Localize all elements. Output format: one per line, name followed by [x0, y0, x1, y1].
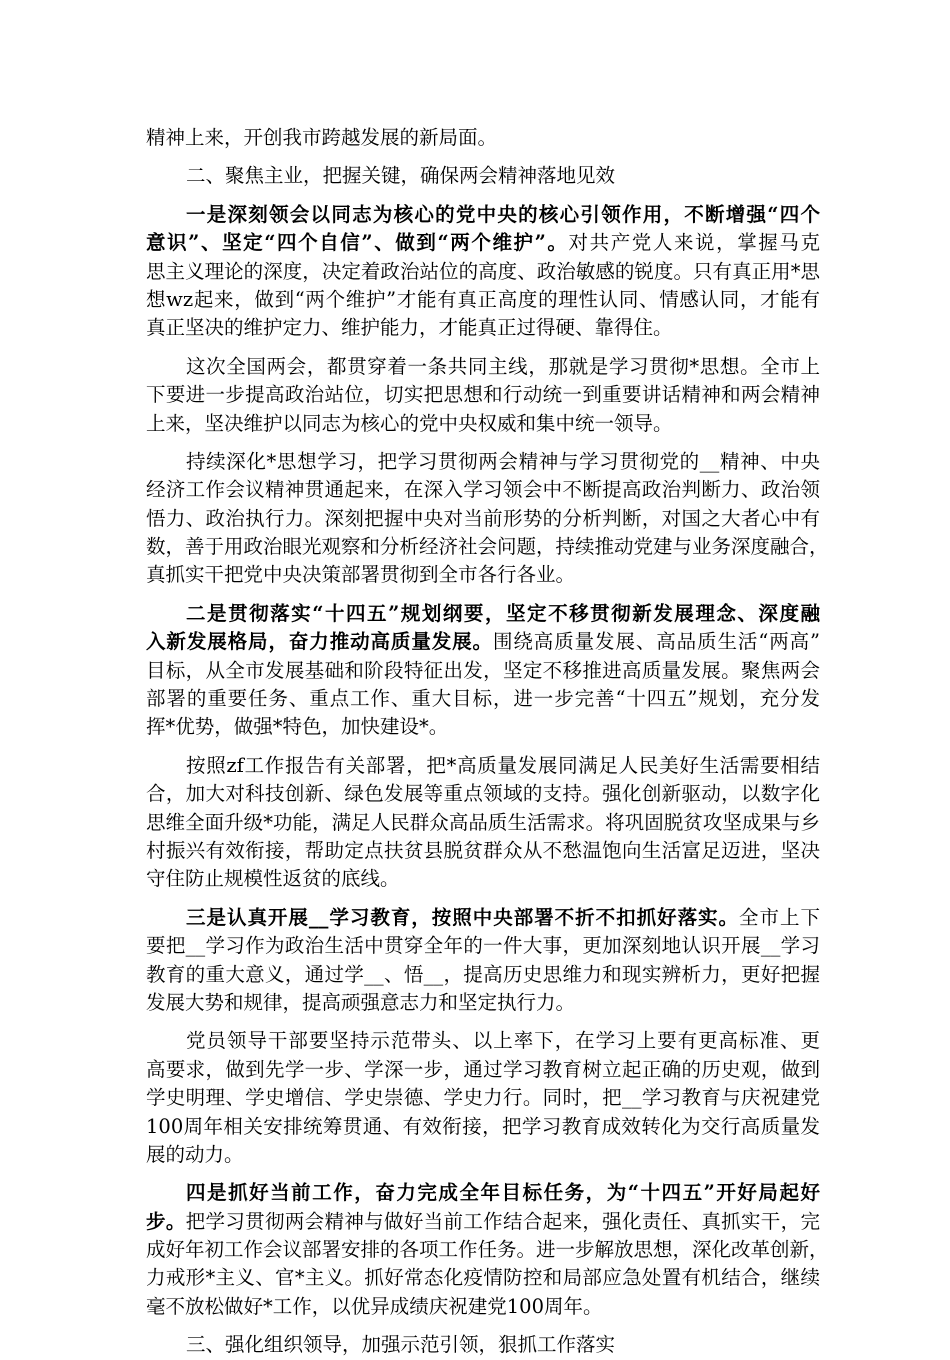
paragraph [146, 448, 829, 590]
text-line [146, 1084, 820, 1112]
body-text: 合，加大对科技创新、绿色发展等重点领域的支持。强化创新驱动，以数字化 [146, 782, 820, 806]
text-line [146, 961, 820, 989]
paragraph-gap [146, 590, 820, 600]
body-text: 思主义理论的深度，决定着政治站位的高度、政治敏感的锐度。只有真正用*思 [146, 259, 820, 283]
text-line [146, 837, 820, 865]
text-line [146, 1293, 820, 1321]
body-text: 下要进一步提高政治站位，切实把思想和行动统一到重要讲话精神和两会精神 [146, 383, 820, 407]
text-line [146, 1236, 829, 1264]
paragraph [146, 600, 820, 742]
paragraph [146, 904, 820, 1018]
text-line [146, 809, 820, 837]
section-heading [146, 162, 820, 190]
paragraph-gap [146, 152, 820, 162]
text-line [146, 448, 820, 476]
body-text: 上来，坚决维护以同志为核心的党中央权威和集中统一领导。 [146, 411, 673, 435]
body-text: 高要求，做到先学一步、学深一步，通过学习教育树立起正确的历史观，做到 [146, 1057, 820, 1081]
text-line [146, 752, 820, 780]
body-text: 围绕高质量发展、高品质生活“两高” [492, 630, 820, 654]
text-line [146, 561, 820, 589]
text-line [146, 989, 820, 1017]
text-line [146, 932, 820, 960]
body-text: 二、聚焦主业，把握关键，确保两会精神落地见效 [186, 164, 616, 188]
body-text: 成好年初工作会议部署安排的各项工作任务。进一步解放思想，深化改革创新， [146, 1238, 829, 1262]
paragraph [146, 124, 820, 152]
paragraph [146, 201, 820, 343]
body-text: 毫不放松做好*工作，以优异成绩庆祝建党100周年。 [146, 1294, 603, 1318]
text-line [146, 657, 820, 685]
body-text: 这次全国两会，都贯穿着一条共同主线，那就是学习贯彻*思想。全市上 [186, 354, 820, 378]
text-line [146, 353, 820, 381]
body-text: 党员领导干部要坚持示范带头、以上率下，在学习上要有更高标准、更 [186, 1029, 820, 1053]
bold-lead-text: 步。 [146, 1209, 186, 1233]
text-line [146, 476, 820, 504]
body-text: 按照zf工作报告有关部署，把*高质量发展同满足人民美好生活需要相结 [186, 753, 820, 777]
paragraph-gap [146, 1169, 820, 1179]
body-text: 数，善于用政治眼光观察和分析经济社会问题，持续推动党建与业务深度融合， [146, 535, 829, 559]
text-line [146, 381, 820, 409]
body-text: 展的动力。 [146, 1142, 244, 1166]
paragraph [146, 1027, 820, 1169]
text-line [146, 713, 820, 741]
body-text: 发展大势和规律，提高顽强意志力和坚定执行力。 [146, 990, 576, 1014]
text-line [146, 904, 820, 932]
body-text: 持续深化*思想学习，把学习贯彻两会精神与学习贯彻党的__精神、中央 [186, 449, 820, 473]
body-text: 对共产党人来说，掌握马克 [568, 231, 820, 255]
text-line [146, 1264, 820, 1292]
text-line [146, 685, 820, 713]
body-text: 悟力、政治执行力。深刻把握中央对当前形势的分析判断，对国之大者心中有 [146, 506, 820, 530]
paragraph-gap [146, 438, 820, 448]
body-text: 真抓实干把党中央决策部署贯彻到全市各行各业。 [146, 563, 576, 587]
text-line [146, 780, 820, 808]
bold-lead-text: 三是认真开展__学习教育，按照中央部署不折不扣抓好落实。 [186, 905, 740, 929]
text-line [146, 162, 820, 190]
paragraph-gap [146, 1017, 820, 1027]
body-text: 学史明理、学史增信、学史崇德、学史力行。同时，把__学习教育与庆祝建党 [146, 1086, 820, 1110]
text-line [146, 286, 820, 314]
text-line [146, 201, 820, 229]
bold-lead-text: 入新发展格局，奋力推动高质量发展。 [146, 630, 493, 654]
text-line [146, 1331, 820, 1359]
text-line [146, 229, 820, 257]
text-line [146, 1208, 820, 1236]
text-line [146, 865, 820, 893]
body-text: 力戒形*主义、官*主义。抓好常态化疫情防控和局部应急处置有机结合，继续 [146, 1266, 820, 1290]
body-text: 部署的重要任务、重点工作、重大目标，进一步完善“十四五”规划，充分发 [146, 687, 820, 711]
document-page [146, 124, 829, 1360]
body-text: 想wz起来，做到“两个维护”才能有真正高度的理性认同、情感认同，才能有 [146, 287, 820, 311]
body-text: 精神上来，开创我市跨越发展的新局面。 [146, 126, 498, 149]
text-line [146, 258, 820, 286]
bold-lead-text: 意识”、坚定“四个自信”、做到“两个维护”。 [146, 231, 569, 255]
paragraph-gap [146, 742, 820, 752]
body-text: 目标，从全市发展基础和阶段特征出发，坚定不移推进高质量发展。聚焦两会 [146, 658, 820, 682]
paragraph [146, 752, 820, 894]
text-line [146, 1179, 820, 1207]
text-line [146, 533, 829, 561]
bold-lead-text: 四是抓好当前工作，奋力完成全年目标任务，为“十四五”开好局起好 [186, 1181, 820, 1205]
paragraph-gap [146, 191, 820, 201]
paragraph-gap [146, 894, 820, 904]
text-line [146, 314, 820, 342]
body-text: 村振兴有效衔接，帮助定点扶贫县脱贫群众从不愁温饱向生活富足迈进，坚决 [146, 838, 820, 862]
body-text: 挥*优势，做强*特色，加快建设*。 [146, 715, 449, 739]
bold-lead-text: 一是深刻领会以同志为核心的党中央的核心引领作用，不断增强“四个 [186, 202, 820, 226]
body-text: 把学习贯彻两会精神与做好当前工作结合起来，强化责任、真抓实干，完 [185, 1209, 820, 1233]
body-text: 100周年相关安排统筹贯通、有效衔接，把学习教育成效转化为交行高质量发 [146, 1114, 820, 1138]
text-line [146, 1141, 820, 1169]
body-text: 经济工作会议精神贯通起来，在深入学习领会中不断提高政治判断力、政治领 [146, 478, 820, 502]
body-text: 全市上下 [739, 905, 820, 929]
text-line [146, 505, 820, 533]
body-text: 要把__学习作为政治生活中贯穿全年的一件大事，更加深刻地认识开展__学习 [146, 934, 820, 958]
paragraph-gap [146, 1321, 820, 1331]
text-line [146, 410, 820, 438]
text-line [146, 600, 820, 628]
body-text: 教育的重大意义，通过学__、悟__，提高历史思维力和现实辨析力，更好把握 [146, 962, 820, 986]
text-line [146, 1027, 820, 1055]
body-text: 思维全面升级*功能，满足人民群众高品质生活需求。将巩固脱贫攻坚成果与乡 [146, 810, 820, 834]
paragraph-gap [146, 343, 820, 353]
text-line [146, 1056, 820, 1084]
body-text: 真正坚决的维护定力、维护能力，才能真正过得硬、靠得住。 [146, 316, 673, 340]
bold-lead-text: 二是贯彻落实“十四五”规划纲要，坚定不移贯彻新发展理念、深度融 [186, 601, 820, 625]
section-heading [146, 1331, 820, 1359]
body-text: 守住防止规模性返贫的底线。 [146, 867, 400, 891]
text-line [146, 124, 820, 152]
paragraph [146, 1179, 829, 1321]
text-line [146, 628, 820, 656]
body-text: 三、强化组织领导，加强示范引领，狠抓工作落实 [186, 1333, 616, 1357]
paragraph [146, 353, 820, 438]
text-line [146, 1113, 820, 1141]
